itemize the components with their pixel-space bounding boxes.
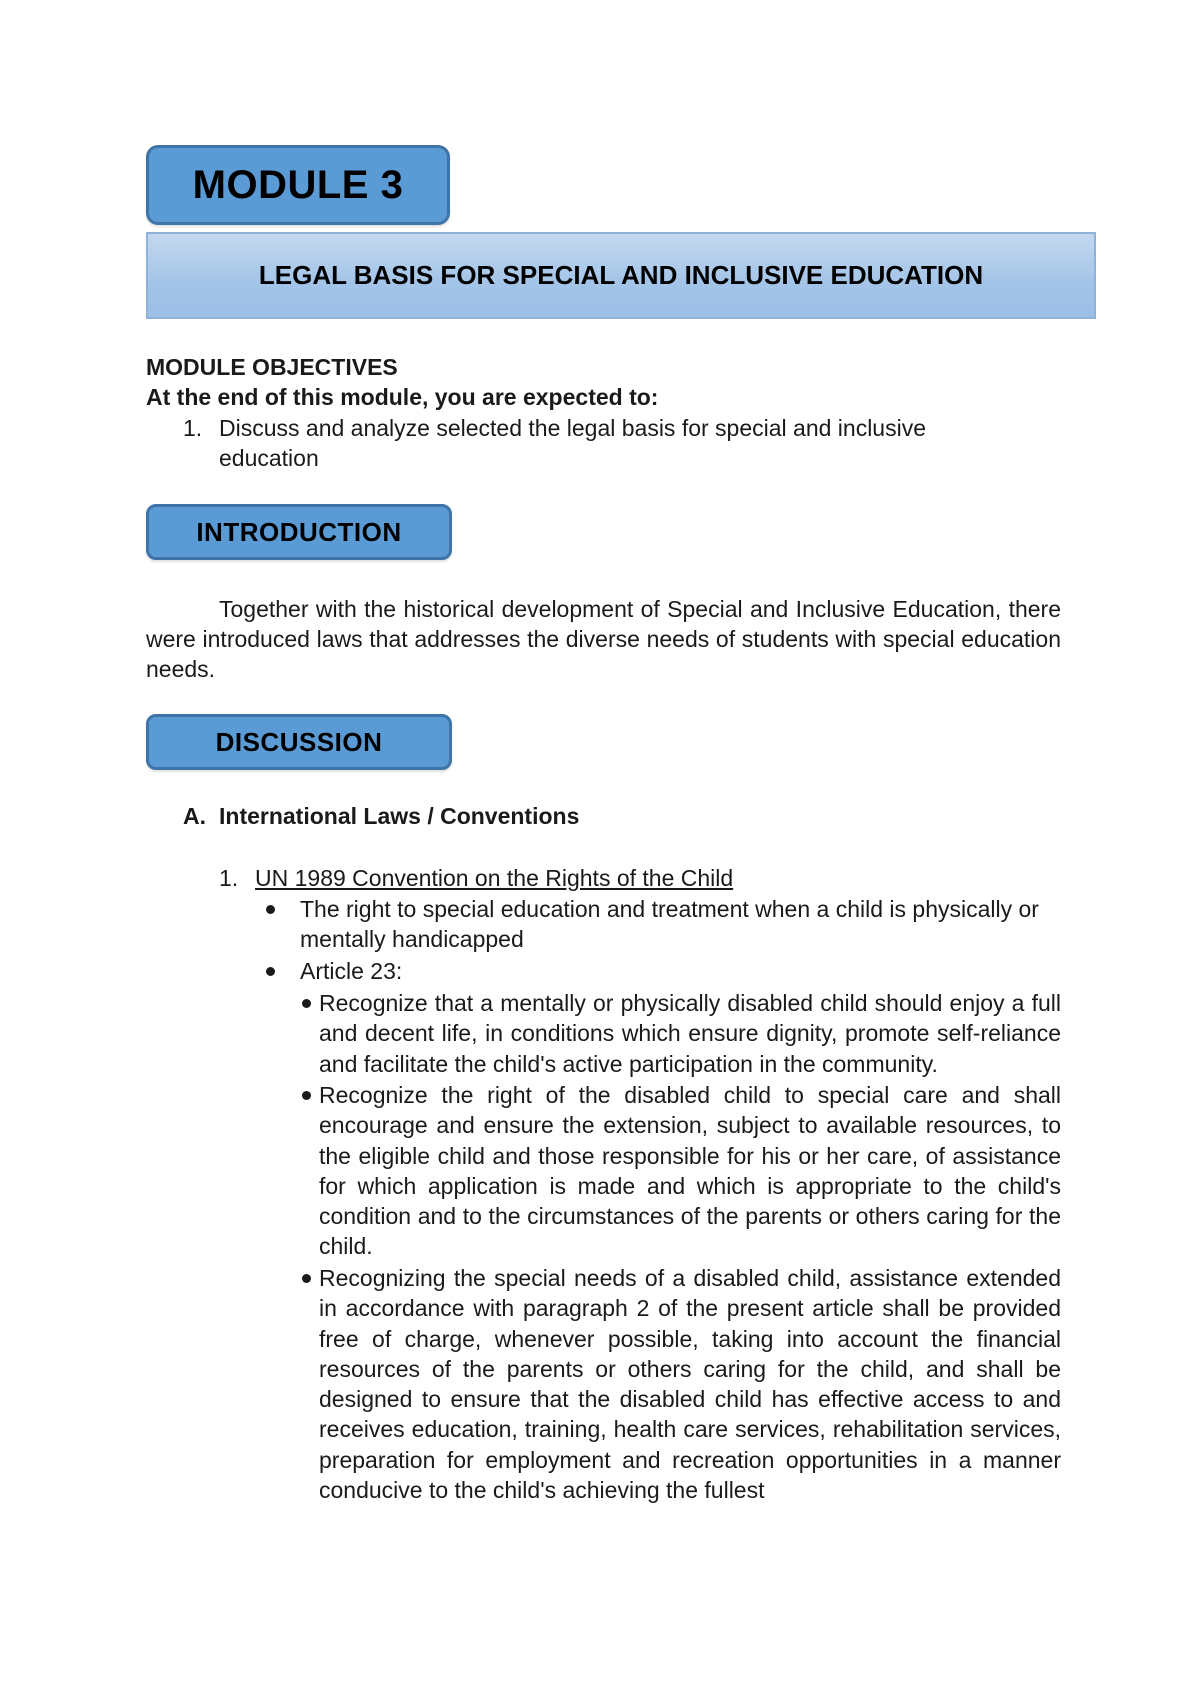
section-a-heading	[183, 801, 580, 831]
introduction-heading-box	[146, 504, 452, 560]
article-point-text: Recognizing the special needs of a disabled child, assistance extended in accordance with paragraph 2 of the present article shall be provided free of charge, whenever possible, taking into account the financial resources of the parents or others caring for the child, and shall be designed to ensure that the disabled child has effective access to and receives education, training, health care services, rehabilitation services, preparation for employment and recreation opportunities in a manner conducive to the child's achieving the fullest	[319, 1265, 1061, 1504]
objective-text: Discuss and analyze selected the legal basis for special and inclusive education	[219, 415, 927, 471]
introduction-paragraph: Together with the historical development of Special and Inclusive Education, there were introduced laws that addresses the diverse needs of students with special education needs.	[146, 596, 1061, 682]
module-label-box	[146, 145, 450, 225]
bullet-text: The right to special education and treatment when a child is physically or mentally handicapped	[300, 896, 1039, 952]
bullet-dot	[266, 905, 275, 914]
article-point	[319, 988, 1061, 1079]
article-point-text: Recognize that a mentally or physically disabled child should enjoy a full and decent life, in conditions which ensure dignity, promote self-reliance and facilitate the child's active participation in the community.	[319, 990, 1061, 1077]
law-item-1-marker: 1.	[219, 865, 239, 891]
module-title: LEGAL BASIS FOR SPECIAL AND INCLUSIVE EDUCATION	[258, 260, 984, 290]
discussion-heading: DISCUSSION	[215, 726, 383, 757]
article-point	[319, 1263, 1061, 1505]
law-item-1-title: UN 1989 Convention on the Rights of the Child	[255, 865, 734, 891]
title-banner	[146, 232, 1096, 319]
article-point-dot	[302, 999, 311, 1008]
bullet-item	[300, 894, 1062, 954]
discussion-heading-box	[146, 714, 452, 770]
bullet-item	[300, 956, 1062, 986]
module-label: MODULE 3	[192, 162, 404, 207]
section-a-marker: A.	[183, 803, 206, 829]
article-point-dot	[302, 1274, 311, 1283]
article-point	[319, 1080, 1061, 1262]
bullet-text: Article 23:	[300, 958, 403, 984]
article-point-dot	[302, 1091, 311, 1100]
bullet-dot	[266, 967, 275, 976]
law-item-1	[219, 863, 734, 893]
objectives-heading: MODULE OBJECTIVES	[146, 354, 398, 380]
section-a-title: International Laws / Conventions	[219, 803, 580, 829]
introduction-heading: INTRODUCTION	[196, 516, 402, 547]
article-point-text: Recognize the right of the disabled child to special care and shall encourage and ensure the extension, subject to available resources, to the eligible child and those responsible for his or her care, of assistance for which application is made and which is appropriate to the child's condition and to the circumstances of the parents or others caring for the child.	[319, 1082, 1061, 1260]
objectives-lead: At the end of this module, you are expected to:	[146, 384, 659, 410]
objective-item	[183, 413, 979, 473]
objective-marker: 1.	[183, 415, 203, 441]
